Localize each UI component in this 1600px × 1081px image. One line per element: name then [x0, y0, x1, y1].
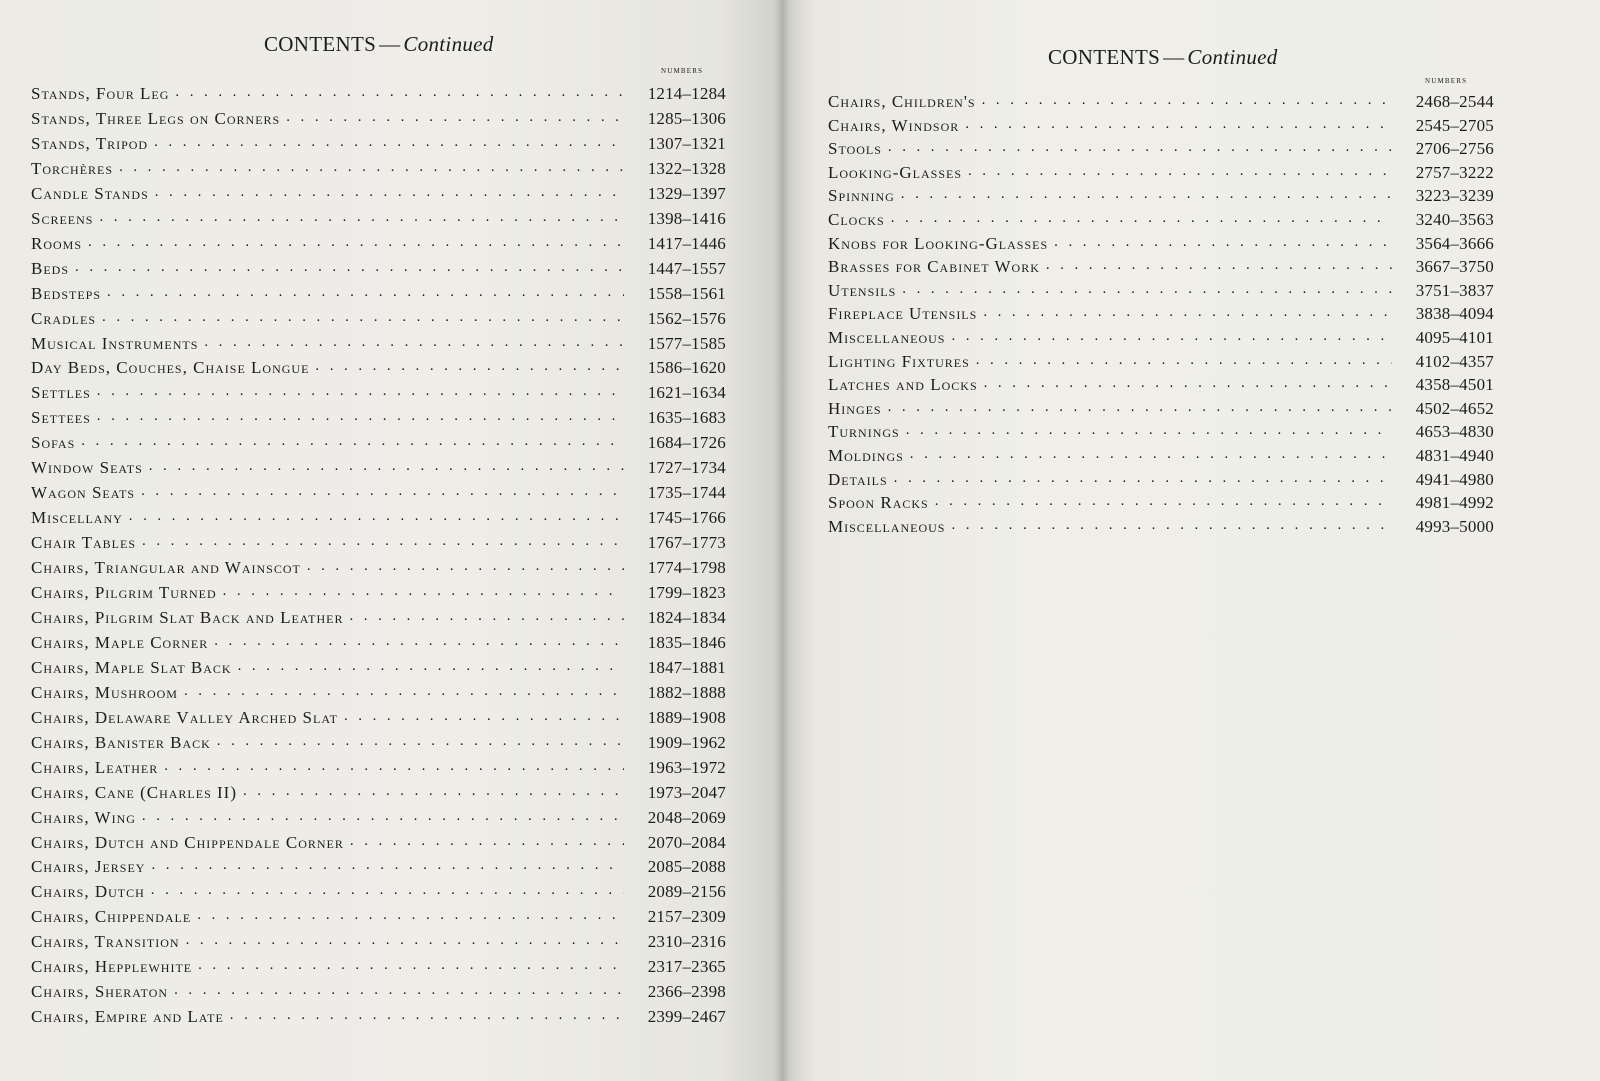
entry-label: Stands, Four Leg [31, 84, 170, 103]
contents-entry [828, 116, 1494, 136]
page-heading [264, 32, 494, 57]
entry-label: Chairs, Sheraton [31, 982, 169, 1002]
dot-leader [307, 555, 624, 572]
entry-numbers: 2366–2398 [647, 982, 726, 1002]
heading-dash: — [379, 32, 401, 56]
entry-numbers: 1285–1306 [647, 108, 726, 128]
contents-entry [828, 92, 1494, 112]
dot-leader [99, 206, 624, 223]
contents-entry [828, 375, 1494, 395]
entry-label: Clocks [828, 210, 885, 229]
entry-label: Window Seats [31, 458, 143, 478]
dot-leader [129, 505, 624, 522]
entry-numbers: 1963–1972 [647, 757, 726, 777]
dot-leader [97, 380, 624, 397]
dot-leader [965, 113, 1392, 130]
entry-numbers: 2399–2467 [647, 1007, 726, 1027]
entry-numbers: 1447–1557 [647, 258, 726, 278]
entry-numbers: 2157–2309 [647, 907, 726, 927]
contents-entry [31, 433, 726, 453]
entry-numbers: 1635–1683 [647, 408, 726, 428]
dot-leader [175, 81, 624, 98]
dot-leader [119, 156, 624, 173]
dot-leader [174, 979, 624, 996]
contents-entry [828, 163, 1494, 183]
entry-label: Lighting Fixtures [828, 351, 970, 371]
dot-leader [223, 580, 624, 597]
contents-entry [31, 533, 726, 553]
entry-label: Chairs, Windsor [828, 115, 960, 135]
entry-numbers: 4358–4501 [1415, 375, 1494, 395]
entry-numbers: 3751–3837 [1415, 280, 1494, 300]
entry-label: Torchères [31, 158, 114, 178]
contents-entry [31, 857, 726, 877]
contents-entry [828, 446, 1494, 466]
entry-label: Stools [828, 139, 882, 159]
entry-label: Cradles [31, 308, 97, 328]
page-heading [1048, 45, 1278, 70]
entry-numbers: 3838–4094 [1415, 304, 1494, 324]
contents-entry [828, 328, 1494, 348]
dot-leader [197, 904, 624, 921]
dot-leader [186, 929, 624, 946]
dot-leader [141, 480, 624, 497]
dot-leader [901, 183, 1392, 200]
entry-label: Chairs, Maple Corner [31, 632, 209, 652]
dot-leader [286, 106, 624, 123]
dot-leader [155, 181, 624, 198]
entry-numbers: 1329–1397 [647, 183, 726, 203]
contents-entry [31, 259, 726, 279]
dot-leader [984, 372, 1392, 389]
dot-leader [142, 805, 624, 822]
contents-entry [31, 284, 726, 304]
entry-label: Looking-Glasses [828, 162, 962, 182]
entry-label: Candle Stands [31, 183, 149, 203]
dot-leader [204, 331, 624, 348]
entry-label: Chairs, Jersey [31, 857, 146, 877]
entry-numbers: 2310–2316 [647, 932, 726, 952]
contents-entry [31, 708, 726, 728]
entry-label: Spinning [828, 186, 895, 206]
dot-leader [891, 207, 1392, 224]
book-gutter [774, 0, 790, 1081]
entry-numbers: 1307–1321 [647, 133, 726, 153]
dot-leader [151, 879, 624, 896]
dot-leader [149, 455, 624, 472]
entry-numbers: 4102–4357 [1415, 351, 1494, 371]
entry-numbers: 1799–1823 [647, 583, 726, 602]
heading-title: CONTENTS [1048, 45, 1161, 69]
entry-numbers: 1735–1744 [647, 483, 726, 503]
entry-label: Chairs, Pilgrim Turned [31, 583, 217, 602]
entry-numbers: 1562–1576 [647, 308, 726, 328]
left-page [0, 0, 782, 1081]
entry-numbers: 4095–4101 [1415, 328, 1494, 347]
entry-numbers: 4653–4830 [1415, 422, 1494, 442]
dot-leader [243, 780, 624, 797]
contents-entry [31, 558, 726, 578]
contents-entry [828, 234, 1494, 254]
contents-entry [31, 982, 726, 1002]
entry-label: Sofas [31, 433, 76, 453]
dot-leader [184, 680, 624, 697]
entry-label: Fireplace Utensils [828, 304, 978, 324]
contents-entry [828, 470, 1494, 490]
entry-label: Stands, Tripod [31, 133, 149, 153]
contents-entry [31, 907, 726, 927]
contents-entry [31, 882, 726, 902]
dot-leader [88, 231, 624, 248]
contents-entry [31, 234, 726, 254]
entry-label: Chairs, Mushroom [31, 682, 178, 702]
contents-entry [31, 633, 726, 653]
entry-numbers: 1882–1888 [647, 682, 726, 702]
dot-leader [888, 136, 1392, 153]
dot-leader [894, 467, 1392, 484]
contents-entry [31, 209, 726, 229]
contents-entry [31, 783, 726, 803]
contents-entry [31, 683, 726, 703]
dot-leader [102, 306, 624, 323]
contents-entry [31, 334, 726, 354]
dot-leader [910, 443, 1392, 460]
entry-numbers: 1577–1585 [647, 333, 726, 353]
entry-label: Wagon Seats [31, 483, 136, 503]
entry-label: Stands, Three Legs on Corners [31, 108, 281, 128]
entry-numbers: 1586–1620 [647, 358, 726, 378]
contents-entry [31, 808, 726, 828]
entry-numbers: 1847–1881 [647, 657, 726, 677]
entry-numbers: 2070–2084 [647, 832, 726, 852]
contents-entry [828, 304, 1494, 324]
dot-leader [81, 430, 624, 447]
contents-entry [31, 658, 726, 678]
entry-numbers: 1835–1846 [647, 632, 726, 652]
contents-entry [31, 608, 726, 628]
dot-leader [107, 281, 624, 298]
entry-label: Turnings [828, 422, 900, 442]
entry-label: Beds [31, 258, 70, 278]
contents-entry [828, 139, 1494, 159]
entry-label: Chairs, Transition [31, 932, 180, 952]
entry-numbers: 2085–2088 [647, 857, 726, 877]
entry-label: Chairs, Dutch [31, 882, 145, 902]
entry-numbers: 1417–1446 [647, 233, 726, 253]
dot-leader [198, 954, 624, 971]
entry-label: Miscellaneous [828, 328, 946, 347]
entry-numbers: 1767–1773 [647, 533, 726, 553]
dot-leader [982, 89, 1392, 106]
entry-numbers: 4831–4940 [1415, 446, 1494, 465]
entry-label: Settees [31, 408, 91, 428]
entry-numbers: 2048–2069 [647, 807, 726, 827]
dot-leader [888, 396, 1392, 413]
entry-numbers: 1973–2047 [647, 782, 726, 802]
dot-leader [230, 1004, 624, 1021]
contents-entry [31, 583, 726, 603]
numbers-column-header: numbers [661, 65, 704, 76]
contents-entry [31, 1007, 726, 1027]
contents-entry [31, 159, 726, 179]
entry-label: Day Beds, Couches, Chaise Longue [31, 358, 310, 378]
dot-leader [151, 854, 624, 871]
contents-entry [828, 281, 1494, 301]
entry-numbers: 1621–1634 [647, 383, 726, 403]
dot-leader [214, 630, 624, 647]
entry-numbers: 1322–1328 [647, 158, 726, 178]
numbers-column-header: numbers [1425, 75, 1468, 86]
entry-numbers: 4502–4652 [1415, 398, 1494, 418]
dot-leader [238, 655, 624, 672]
right-page [782, 0, 1600, 1081]
dot-leader [951, 514, 1392, 531]
dot-leader [350, 830, 624, 847]
heading-subtitle: Continued [403, 32, 494, 56]
dot-leader [976, 349, 1392, 366]
entry-numbers: 1684–1726 [647, 433, 726, 453]
dot-leader [935, 490, 1392, 507]
contents-entry [828, 399, 1494, 419]
entry-numbers: 2468–2544 [1415, 92, 1494, 111]
entry-numbers: 3564–3666 [1415, 233, 1494, 253]
dot-leader [97, 405, 624, 422]
entry-label: Musical Instruments [31, 333, 199, 353]
contents-entry [31, 483, 726, 503]
entry-numbers: 2089–2156 [647, 882, 726, 902]
entry-label: Chairs, Delaware Valley Arched Slat [31, 707, 338, 727]
contents-entry [31, 184, 726, 204]
contents-entry [31, 383, 726, 403]
dot-leader [349, 605, 624, 622]
entry-label: Chairs, Pilgrim Slat Back and Leather [31, 607, 344, 627]
entry-label: Chairs, Triangular and Wainscot [31, 558, 301, 578]
entry-label: Chairs, Leather [31, 757, 159, 777]
contents-entry [828, 210, 1494, 230]
entry-label: Chair Tables [31, 533, 137, 553]
entry-numbers: 1889–1908 [647, 707, 726, 727]
contents-entry [828, 257, 1494, 277]
entry-numbers: 2545–2705 [1415, 115, 1494, 135]
contents-entry [31, 733, 726, 753]
entry-numbers: 3223–3239 [1415, 186, 1494, 206]
dot-leader [951, 325, 1392, 342]
entry-numbers: 1558–1561 [647, 283, 726, 303]
entry-label: Miscellany [31, 508, 123, 528]
contents-entry [31, 84, 726, 104]
heading-subtitle: Continued [1187, 45, 1278, 69]
dot-leader [75, 256, 624, 273]
entry-label: Chairs, Wing [31, 807, 136, 827]
entry-numbers: 1727–1734 [647, 458, 726, 478]
dot-leader [906, 419, 1392, 436]
entry-label: Details [828, 469, 888, 489]
entry-numbers: 1398–1416 [647, 208, 726, 228]
entry-numbers: 4981–4992 [1415, 493, 1494, 513]
contents-entry [31, 458, 726, 478]
contents-entry [31, 134, 726, 154]
entry-numbers: 2317–2365 [647, 957, 726, 977]
contents-entry [828, 422, 1494, 442]
entry-label: Hinges [828, 398, 882, 418]
dot-leader [164, 755, 624, 772]
entry-numbers: 1824–1834 [647, 607, 726, 627]
entry-numbers: 4941–4980 [1415, 469, 1494, 489]
entry-label: Bedsteps [31, 283, 102, 303]
entry-label: Rooms [31, 233, 83, 253]
entry-label: Chairs, Empire and Late [31, 1007, 224, 1027]
dot-leader [968, 160, 1392, 177]
contents-entry [828, 517, 1494, 537]
contents-entry [31, 758, 726, 778]
contents-entry [31, 508, 726, 528]
entry-label: Moldings [828, 446, 904, 465]
entry-numbers: 1774–1798 [647, 558, 726, 578]
dot-leader [983, 301, 1392, 318]
contents-entry [31, 309, 726, 329]
entry-numbers: 2757–3222 [1415, 162, 1494, 182]
dot-leader [1046, 254, 1392, 271]
contents-entry [31, 833, 726, 853]
dot-leader [142, 530, 624, 547]
entry-numbers: 3240–3563 [1415, 210, 1494, 229]
heading-title: CONTENTS [264, 32, 377, 56]
entry-numbers: 4993–5000 [1415, 516, 1494, 536]
contents-entry [31, 109, 726, 129]
dot-leader [315, 355, 624, 372]
entry-label: Settles [31, 383, 91, 403]
entry-label: Chairs, Hepplewhite [31, 957, 193, 977]
entry-label: Chairs, Banister Back [31, 732, 211, 752]
contents-entry [828, 186, 1494, 206]
entry-label: Chairs, Maple Slat Back [31, 657, 232, 677]
contents-entry [828, 352, 1494, 372]
entry-label: Spoon Racks [828, 493, 929, 513]
dot-leader [1054, 231, 1392, 248]
dot-leader [217, 730, 624, 747]
entry-label: Chairs, Chippendale [31, 907, 192, 927]
entry-label: Utensils [828, 280, 897, 300]
dot-leader [154, 131, 624, 148]
contents-entry [828, 493, 1494, 513]
entry-numbers: 1745–1766 [647, 508, 726, 528]
heading-dash: — [1163, 45, 1185, 69]
entry-label: Brasses for Cabinet Work [828, 257, 1040, 277]
entry-label: Screens [31, 208, 94, 228]
entry-label: Knobs for Looking-Glasses [828, 233, 1049, 253]
contents-entry [31, 408, 726, 428]
contents-entry [31, 932, 726, 952]
entry-label: Chairs, Children's [828, 92, 976, 111]
contents-entry [31, 957, 726, 977]
entry-numbers: 1214–1284 [647, 84, 726, 103]
contents-entry [31, 358, 726, 378]
entry-label: Chairs, Dutch and Chippendale Corner [31, 832, 344, 852]
entry-label: Miscellaneous [828, 516, 946, 536]
entry-numbers: 3667–3750 [1415, 257, 1494, 277]
dot-leader [902, 278, 1392, 295]
entry-numbers: 1909–1962 [647, 732, 726, 752]
entry-numbers: 2706–2756 [1415, 139, 1494, 159]
entry-label: Chairs, Cane (Charles II) [31, 782, 237, 802]
dot-leader [344, 705, 624, 722]
entry-label: Latches and Locks [828, 375, 978, 395]
